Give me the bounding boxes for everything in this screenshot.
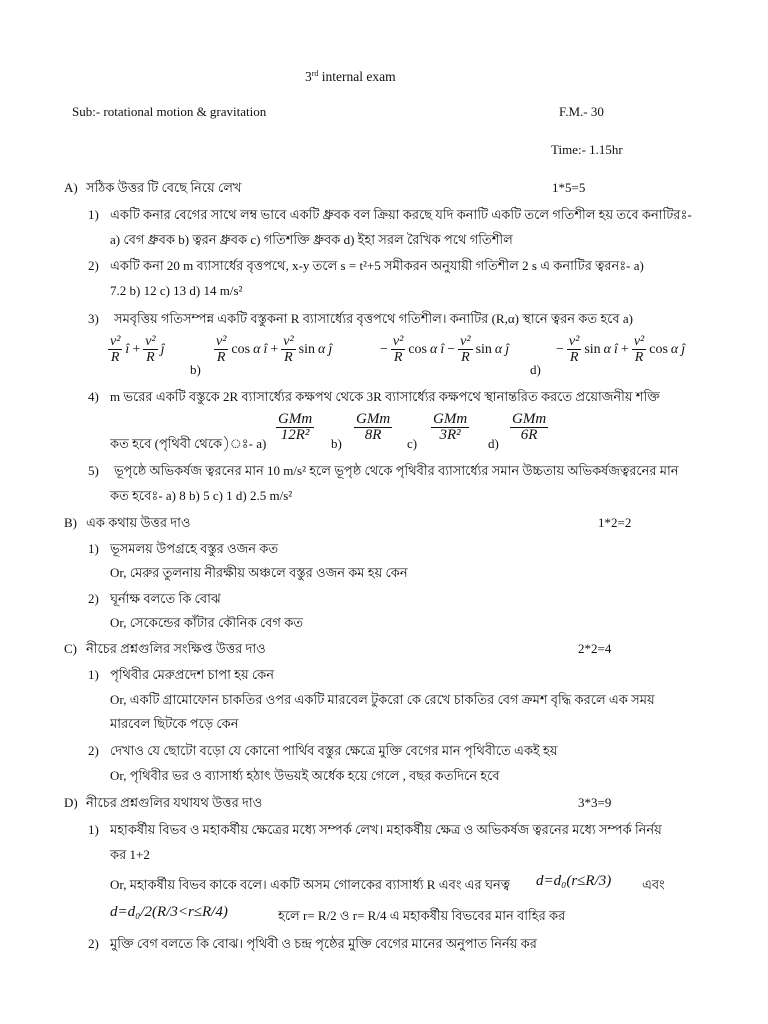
- question-text: ঘূর্নাক্ষ বলতে কি বোঝ: [110, 591, 221, 606]
- question-number: 5): [88, 463, 99, 478]
- option-label: b): [331, 436, 342, 451]
- question-alt: এবং: [642, 877, 665, 892]
- question-text: মহাকর্ষীয় বিভব ও মহাকর্ষীয় ক্ষেত্রের মধ্যে সম্পর্ক লেখ। মহাকর্ষীয় ক্ষেত্র ও অভিকর্ষজ ত্বরনের মধ্যে সম্পর্ক নির্নয়: [110, 822, 662, 837]
- time-allowed: Time:- 1.15hr: [551, 142, 623, 157]
- question-number: 1): [88, 822, 99, 837]
- density-formula: d=d₀/2(R/3<r≤R/4): [110, 904, 228, 920]
- question-alt: মারবেল ছিটকে পড়ে কেন: [110, 716, 239, 731]
- section-b-label: B): [64, 515, 77, 530]
- section-d-marks: 3*3=9: [578, 795, 612, 810]
- section-c-label: C): [64, 641, 77, 656]
- question-text: কত হবে (পৃথিবী থেকে)ঃ- a): [110, 436, 267, 451]
- formula-option-c: $\frac{\text{GMm}}{\text{3R²}}$: [433, 411, 468, 443]
- option-label: c): [407, 436, 418, 451]
- question-text: পৃথিবীর মেরুপ্রদেশ চাপা হয় কেন: [110, 667, 274, 682]
- option-label: d): [530, 362, 541, 377]
- question-options: কত হবেঃ- a) 8 b) 5 c) 1 d) 2.5 m/s²: [110, 488, 293, 503]
- section-a-heading: সঠিক উত্তর টি বেছে নিয়ে লেখ: [86, 180, 242, 195]
- question-number: 2): [88, 258, 99, 273]
- question-text: মুক্তি বেগ বলতে কি বোঝ। পৃথিবী ও চন্দ্র পৃষ্ঠের মুক্তি বেগের মানের অনুপাত নির্নয় কর: [110, 936, 537, 951]
- question-number: 4): [88, 389, 99, 404]
- question-text: সমবৃত্তিয় গতিসম্পন্ন একটি বস্তুকনা R ব্যাসার্ধ্যের বৃত্তপথে গতিশীল। কনাটির (R,α) স্থানে ত্বরন কত হবে a): [114, 311, 633, 326]
- question-text: দেখাও যে ছোটো বড়ো যে কোনো পার্থিব বস্তুর ক্ষেত্রে মুক্তি বেগের মান পৃথিবীতে একই হয়: [110, 743, 558, 758]
- full-marks: F.M.- 30: [559, 104, 604, 119]
- section-d-heading: নীচের প্রশ্নগুলির যথাযথ উত্তর দাও: [86, 795, 263, 810]
- section-a-label: A): [64, 180, 78, 195]
- density-formula: d=d₀(r≤R/3): [536, 873, 612, 889]
- question-text: কর 1+2: [110, 847, 150, 862]
- question-text: m ভরের একটি বস্তুকে 2R ব্যাসার্ধ্যের কক্ষপথ থেকে 3R ব্যাসার্ধ্যের কক্ষপথে স্থানান্তরিত করতে প্রয়োজনীয় শক্তি: [110, 389, 660, 404]
- question-alt: Or, পৃথিবীর ভর ও ব্যাসার্ধ্য হঠাৎ উভয়ই অর্ধেক হয়ে গেলে , বছর কতদিনে হবে: [110, 768, 500, 783]
- formula-option-c: − $\frac{\text{v²}}{R}$ cos α î − $\frac{\text{v²}}{R}$ sin α ĵ: [380, 334, 510, 365]
- formula-option-d: $\frac{\text{GMm}}{6R}$: [512, 411, 547, 443]
- formula-option-b: $\frac{\text{v²}}{R}$ cos α î + $\frac{\text{v²}}{R}$ sin α ĵ: [216, 334, 333, 365]
- question-number: 2): [88, 743, 99, 758]
- question-text: ভূসমলয় উপগ্রহে বস্তুর ওজন কত: [110, 541, 279, 556]
- option-label: d): [488, 436, 499, 451]
- question-alt: Or, মহাকর্ষীয় বিভব কাকে বলে। একটি অসম গোলকের ব্যাসার্ধ্য R এবং এর ঘনত্ব: [110, 877, 510, 892]
- question-text: একটি কনা 20 m ব্যাসার্ধের বৃত্তপথে, x-y তলে s = t²+5 সমীকরন অনুযায়ী গতিশীল 2 s এ কনাটির ত্বরনঃ- a): [110, 258, 644, 273]
- question-number: 1): [88, 667, 99, 682]
- formula-option-b: $\frac{\text{GMm}}{8R}$: [356, 411, 391, 443]
- section-b-heading: এক কথায় উত্তর দাও: [86, 515, 191, 530]
- formula-option-a: $\frac{\text{GMm}}{\text{12R²}}$: [278, 411, 313, 443]
- section-c-heading: নীচের প্রশ্নগুলির সংক্ষিপ্ত উত্তর দাও: [86, 641, 266, 656]
- question-number: 1): [88, 541, 99, 556]
- question-options: a) বেগ ধ্রুবক b) ত্বরন ধ্রুবক c) গতিশক্তি ধ্রুবক d) ইহা সরল রৈখিক পথে গতিশীল: [110, 232, 513, 247]
- option-label: b): [190, 362, 201, 377]
- section-d-label: D): [64, 795, 78, 810]
- subject-line: Sub:- rotational motion & gravitation: [72, 104, 267, 119]
- section-b-marks: 1*2=2: [598, 515, 632, 530]
- section-a-marks: 1*5=5: [552, 180, 586, 195]
- question-alt: Or, সেকেন্ডের কাঁটার কৌনিক বেগ কত: [110, 615, 304, 630]
- question-text: ভূপৃষ্ঠে অভিকর্ষজ ত্বরনের মান 10 m/s² হলে ভূপৃষ্ঠ থেকে পৃথিবীর ব্যাসার্ধ্যের সমান উচ্চতায় অভিকর্ষজত্বরনের মান: [114, 463, 679, 478]
- question-options: 7.2 b) 12 c) 13 d) 14 m/s²: [110, 283, 243, 298]
- formula-option-d: − $\frac{\text{v²}}{R}$ sin α î + $\frac{\text{v²}}{R}$ cos α ĵ: [556, 334, 686, 365]
- question-number: 1): [88, 207, 99, 222]
- question-alt: হলে r= R/2 ও r= R/4 এ মহাকর্ষীয় বিভবের মান বাহির কর: [278, 908, 566, 923]
- question-alt: Or, একটি গ্রামোফোন চাকতির ওপর একটি মারবেল টুকরো কে রেখে চাকতির বেগ ক্রমশ বৃদ্ধি করলে এক সময়: [110, 692, 655, 707]
- exam-title: 3rd internal exam: [305, 69, 396, 84]
- question-number: 3): [88, 311, 99, 326]
- question-text: একটি কনার বেগের সাথে লম্ব ভাবে একটি ধ্রুবক বল ক্রিয়া করছে যদি কনাটি একটি তলে গতিশীল হয় তবে কনাটিরঃ-: [110, 207, 692, 222]
- question-alt: Or, মেরুর তুলনায় নীরক্ষীয় অঞ্চলে বস্তুর ওজন কম হয় কেন: [110, 565, 408, 580]
- question-number: 2): [88, 591, 99, 606]
- section-c-marks: 2*2=4: [578, 641, 612, 656]
- question-number: 2): [88, 936, 99, 951]
- formula-option-a: $\frac{\text{v²}}{R}$ î + $\frac{\text{v²}}{R}$ ĵ: [110, 334, 165, 365]
